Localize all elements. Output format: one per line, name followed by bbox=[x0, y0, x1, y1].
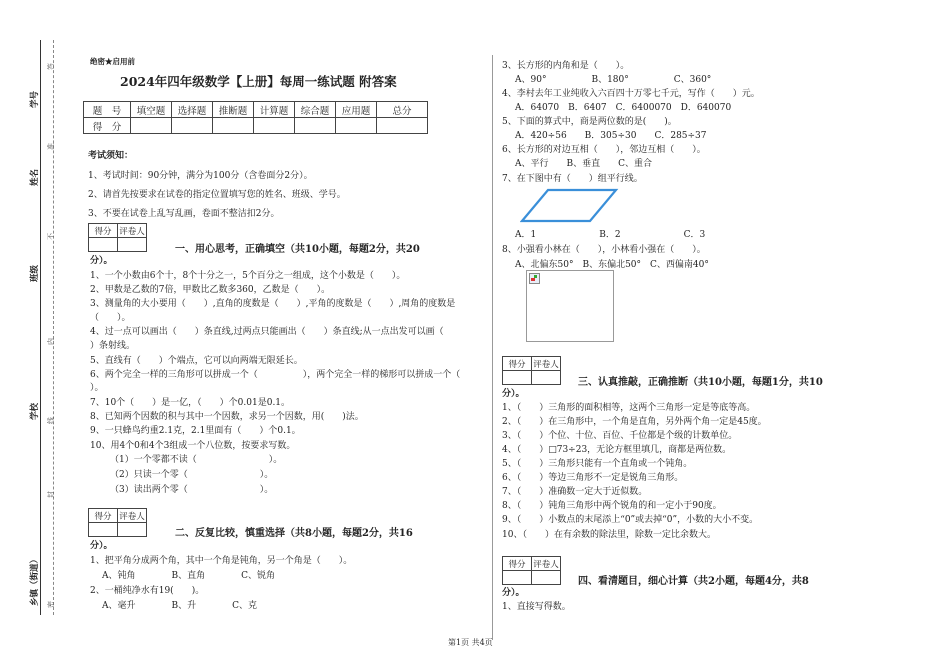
question-line: A、北偏东50° B、东偏北50° C、西偏南40° bbox=[515, 260, 709, 270]
question-line: （2）只读一个零（ ）。 bbox=[110, 470, 274, 480]
score-table-header: 推断题 bbox=[213, 102, 254, 118]
question-line: 5、直线有（ ）个端点，它可以向两端无限延长。 bbox=[90, 356, 303, 366]
student-name-label: 姓名 bbox=[30, 168, 40, 186]
question-line: 1、一个小数由6个十，8个十分之一，5个百分之一组成，这个小数是（ ）。 bbox=[90, 271, 406, 281]
question-line: 3、测量角的大小要用（ ）,直角的度数是（ ）,平角的度数是（ ）,周角的度数是 bbox=[90, 299, 456, 309]
question-line: A、毫升 B、升 C、克 bbox=[102, 601, 258, 611]
question-line: 3、（ ）个位、十位、百位、千位都是个级的计数单位。 bbox=[502, 431, 738, 441]
question-line: A．1 B．2 C．3 bbox=[515, 230, 706, 240]
question-line: 8、小强看小林在（ ），小林看小强在（ ）。 bbox=[502, 245, 706, 255]
direction-figure-frame bbox=[526, 270, 614, 342]
grader-score-cell[interactable] bbox=[503, 371, 532, 385]
column-divider bbox=[492, 55, 493, 640]
grader-reviewer-cell[interactable] bbox=[118, 238, 147, 252]
score-table bbox=[83, 101, 428, 134]
secret-mark: 绝密★启用前 bbox=[90, 57, 135, 66]
question-line: 1、直接写得数。 bbox=[502, 602, 571, 612]
score-table-header: 应用题 bbox=[336, 102, 377, 118]
question-line: 1、把平角分成两个角，其中一个角是钝角，另一个角是（ ）。 bbox=[90, 556, 353, 566]
score-table-header: 计算题 bbox=[254, 102, 295, 118]
section3-heading: 三、认真推敲，正确推断（共10小题，每题1分，共10 bbox=[578, 377, 823, 388]
binding-cut-line bbox=[53, 40, 54, 615]
question-line: 10、（ ）在有余数的除法里，除数一定比余数大。 bbox=[502, 530, 716, 540]
grader-reviewer-label: 评卷人 bbox=[118, 224, 147, 238]
score-cell[interactable] bbox=[172, 118, 213, 134]
question-line: 9、一只蜂鸟约重2.1克，2.1里面有（ ）个0.1。 bbox=[90, 426, 301, 436]
broken-image-icon bbox=[529, 273, 540, 284]
binding-mark: 不 bbox=[47, 233, 55, 240]
question-line: （3）读出两个零（ ）。 bbox=[110, 485, 274, 495]
grader-reviewer-cell[interactable] bbox=[532, 571, 561, 585]
grader-score-label: 得分 bbox=[89, 224, 118, 238]
question-line: 2、甲数是乙数的7倍，甲数比乙数多360，乙数是（ ）。 bbox=[90, 285, 331, 295]
grader-score-cell[interactable] bbox=[89, 238, 118, 252]
binding-line bbox=[40, 40, 41, 615]
grader-reviewer-label: 评卷人 bbox=[532, 557, 561, 571]
school-label: 学校 bbox=[30, 402, 40, 420]
question-line: （ ）。 bbox=[90, 313, 131, 323]
grader-reviewer-label: 评卷人 bbox=[532, 357, 561, 371]
section1-heading: 一、用心思考，正确填空（共10小题，每题2分，共20 bbox=[175, 244, 420, 255]
score-table-row-label: 得 分 bbox=[84, 118, 131, 134]
score-cell[interactable] bbox=[295, 118, 336, 134]
grader-box bbox=[502, 556, 561, 585]
question-line: 6、（ ）等边三角形不一定是锐角三角形。 bbox=[502, 473, 684, 483]
section4-heading: 四、看清题目，细心计算（共2小题，每题4分，共8 bbox=[578, 576, 809, 587]
question-line: 2、（ ）在三角形中，一个角是直角，另外两个角一定是45度。 bbox=[502, 417, 767, 427]
question-line: A、平行 B、垂直 C、重合 bbox=[515, 159, 653, 169]
notice-item: 3、不要在试卷上乱写乱画，卷面不整洁扣2分。 bbox=[88, 209, 280, 219]
question-line: 8、已知两个因数的积与其中一个因数，求另一个因数，用( )法。 bbox=[90, 412, 364, 422]
question-line: 7、（ ）准确数一定大于近似数。 bbox=[502, 487, 648, 497]
grader-score-label: 得分 bbox=[503, 357, 532, 371]
grader-reviewer-label: 评卷人 bbox=[118, 509, 147, 523]
score-cell[interactable] bbox=[336, 118, 377, 134]
question-line: 6、长方形的对边互相（ ），邻边互相（ ）。 bbox=[502, 145, 706, 155]
binding-mark: 准 bbox=[47, 143, 55, 150]
student-id-label: 学号 bbox=[30, 90, 40, 108]
grader-box bbox=[88, 223, 147, 252]
score-table-header: 综合题 bbox=[295, 102, 336, 118]
page-number: 第1页 共4页 bbox=[448, 638, 493, 647]
grader-reviewer-cell[interactable] bbox=[118, 523, 147, 537]
question-line: 10、用4个0和4个3组成一个八位数，按要求写数。 bbox=[90, 441, 296, 451]
section2-heading: 二、反复比较，慎重选择（共8小题，每题2分，共16 bbox=[175, 528, 413, 539]
score-cell[interactable] bbox=[377, 118, 428, 134]
question-line: 7、10个（ ）是一亿，（ ）个0.01是0.1。 bbox=[90, 398, 291, 408]
score-table-header: 选择题 bbox=[172, 102, 213, 118]
question-line: 8、（ ）钝角三角形中两个锐角的和一定小于90度。 bbox=[502, 501, 722, 511]
grader-score-label: 得分 bbox=[89, 509, 118, 523]
question-line: A．64070 B．6407 C．6400070 D．640070 bbox=[515, 103, 732, 113]
section3-heading-cont: 分）。 bbox=[502, 389, 525, 399]
question-line: 1、（ ）三角形的面积相等，这两个三角形一定是等底等高。 bbox=[502, 403, 756, 413]
question-line: （1）一个零都不读（ ）。 bbox=[110, 455, 283, 465]
grader-box bbox=[502, 356, 561, 385]
binding-mark: 线 bbox=[47, 417, 55, 424]
grader-score-cell[interactable] bbox=[503, 571, 532, 585]
grader-reviewer-cell[interactable] bbox=[532, 371, 561, 385]
page-title: 2024年四年级数学【上册】每周一练试题 附答案 bbox=[120, 74, 397, 89]
score-table-header: 总分 bbox=[377, 102, 428, 118]
section4-heading-cont: 分）。 bbox=[502, 588, 525, 598]
parallelogram-figure bbox=[520, 188, 620, 224]
question-line: 3、长方形的内角和是（ ）。 bbox=[502, 61, 630, 71]
score-cell[interactable] bbox=[213, 118, 254, 134]
class-label: 班级 bbox=[30, 264, 40, 282]
question-line: 4、过一点可以画出（ ）条直线,过两点只能画出（ ）条直线;从一点出发可以画（ bbox=[90, 327, 444, 337]
question-line: A、90° B、180° C、360° bbox=[515, 75, 712, 85]
question-line: 5、（ ）三角形只能有一个直角或一个钝角。 bbox=[502, 459, 693, 469]
score-table-header: 题 号 bbox=[84, 102, 131, 118]
question-line: ）条射线。 bbox=[90, 341, 136, 351]
score-cell[interactable] bbox=[254, 118, 295, 134]
question-line: 5、下面的算式中，商是两位数的是( )。 bbox=[502, 117, 677, 127]
grader-score-cell[interactable] bbox=[89, 523, 118, 537]
notice-item: 1、考试时间：90分钟，满分为100分（含卷面分2分）。 bbox=[88, 171, 313, 181]
question-line: A．420÷56 B．305÷30 C．285÷37 bbox=[515, 131, 707, 141]
question-line: 4、（ ）□73÷23，无论方框里填几，商都是两位数。 bbox=[502, 445, 732, 455]
question-line: 2、一桶纯净水有19( )。 bbox=[90, 586, 205, 596]
notice-item: 2、请首先按要求在试卷的指定位置填写您的姓名、班级、学号。 bbox=[88, 190, 346, 200]
binding-mark: 密 bbox=[47, 601, 55, 608]
binding-mark: 内 bbox=[47, 338, 55, 345]
score-table-header: 填空题 bbox=[131, 102, 172, 118]
question-line: 7、在下图中有（ ）组平行线。 bbox=[502, 174, 643, 184]
notice-title: 考试须知： bbox=[88, 151, 134, 161]
section1-heading-cont: 分）。 bbox=[90, 256, 113, 266]
question-line: 4、李村去年工业纯收入六百四十万零七千元，写作（ ）元。 bbox=[502, 89, 760, 99]
question-line: A、钝角 B、直角 C、锐角 bbox=[102, 571, 276, 581]
grader-box bbox=[88, 508, 147, 537]
binding-mark: 封 bbox=[47, 491, 55, 498]
town-label: 乡镇（街道） bbox=[30, 554, 40, 606]
score-cell[interactable] bbox=[131, 118, 172, 134]
section2-heading-cont: 分）。 bbox=[90, 541, 113, 551]
question-line: 9、（ ）小数点的末尾添上“0”或去掉“0”，小数的大小不变。 bbox=[502, 515, 759, 525]
binding-mark: 答 bbox=[47, 63, 55, 70]
question-line: 6、两个完全一样的三角形可以拼成一个（ ），两个完全一样的梯形可以拼成一个（ bbox=[90, 370, 461, 380]
question-line: ）。 bbox=[90, 383, 104, 393]
grader-score-label: 得分 bbox=[503, 557, 532, 571]
